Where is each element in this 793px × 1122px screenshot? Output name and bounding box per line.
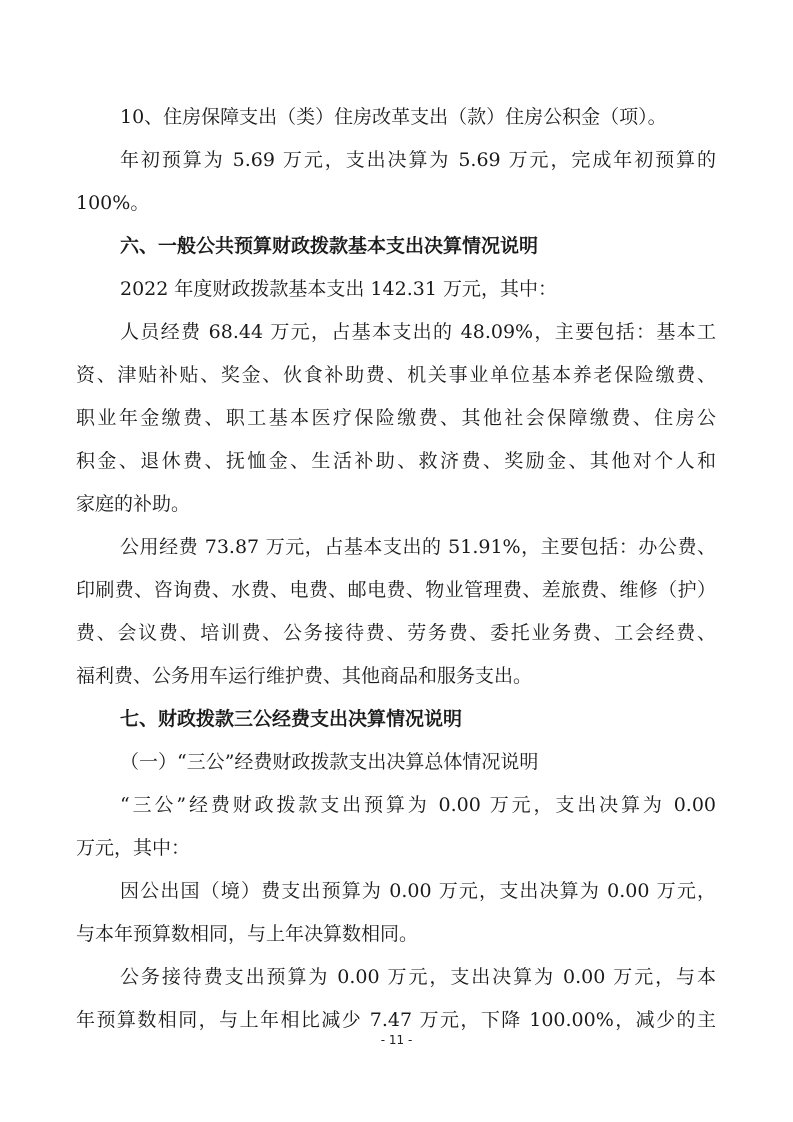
paragraph-line: 积金、退休费、抚恤金、生活补助、救济费、奖励金、其他对个人和 [76, 450, 716, 472]
subsection-heading: （一）“三公”经费财政拨款支出决算总体情况说明 [120, 751, 539, 773]
paragraph-line: 福利费、公务用车运行维护费、其他商品和服务支出。 [76, 665, 533, 687]
paragraph-line: 人员经费 68.44 万元，占基本支出的 48.09%，主要包括：基本工 [120, 321, 716, 343]
paragraph-line: 与本年预算数相同，与上年决算数相同。 [76, 923, 419, 945]
paragraph-line: 年预算数相同，与上年相比减少 7.47 万元，下降 100.00%，减少的主 [76, 1009, 716, 1031]
paragraph-line: 公务接待费支出预算为 0.00 万元，支出决算为 0.00 万元，与本 [120, 966, 716, 988]
paragraph-line: 费、会议费、培训费、公务接待费、劳务费、委托业务费、工会经费、 [76, 622, 716, 644]
paragraph-line: 职业年金缴费、职工基本医疗保险缴费、其他社会保障缴费、住房公 [76, 407, 716, 429]
paragraph-line: 万元，其中： [76, 837, 191, 859]
paragraph-line: 资、津贴补贴、奖金、伙食补助费、机关事业单位基本养老保险缴费、 [76, 364, 716, 386]
paragraph-line: 因公出国（境）费支出预算为 0.00 万元，支出决算为 0.00 万元， [120, 880, 716, 902]
paragraph-line: 年初预算为 5.69 万元，支出决算为 5.69 万元，完成年初预算的 [120, 149, 716, 171]
section-heading-six: 六、一般公共预算财政拨款基本支出决算情况说明 [120, 235, 539, 257]
paragraph-line: 家庭的补助。 [76, 493, 191, 515]
paragraph-line: “三公”经费财政拨款支出预算为 0.00 万元，支出决算为 0.00 [120, 794, 716, 816]
paragraph-line: 印刷费、咨询费、水费、电费、邮电费、物业管理费、差旅费、维修（护） [76, 579, 716, 601]
paragraph-line: 2022 年度财政拨款基本支出 142.31 万元，其中： [120, 278, 557, 300]
page-number: - 11 - [380, 1033, 413, 1047]
paragraph-line: 公用经费 73.87 万元，占基本支出的 51.91%，主要包括：办公费、 [120, 536, 716, 558]
paragraph-line: 10、住房保障支出（类）住房改革支出（款）住房公积金（项）。 [120, 106, 667, 128]
section-heading-seven: 七、财政拨款三公经费支出决算情况说明 [120, 708, 463, 730]
paragraph-line: 100%。 [76, 192, 150, 214]
